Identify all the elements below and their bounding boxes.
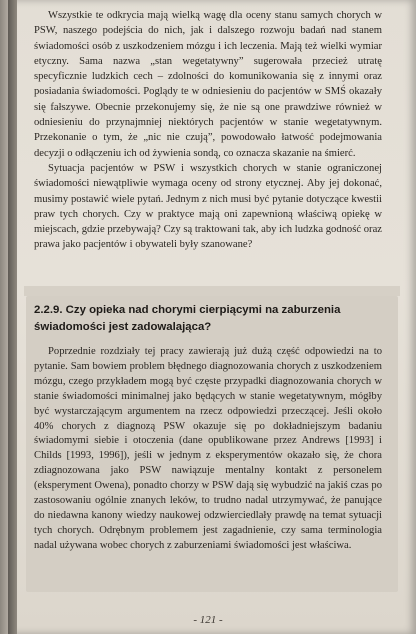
section-heading: 2.2.9. Czy opieka nad chorymi cierpiącymi na zaburzenia świadomości jest zadowalająca? [34, 304, 341, 333]
page-gutter-edge [8, 0, 17, 634]
intro-text-block [34, 8, 382, 253]
section-body [34, 345, 382, 554]
paragraph: Sytuacja pacjentów w PSW i wszystkich chorych w stanie ograniczonej świadomości niewątpliwie wymaga oceny od strony etycznej. Aby jej dokonać, musimy postawić wiele pytań. Jednym z nich musi być pytanie dotyczące kwestii praw tych chorych. Czy w praktyce mają oni zapewnioną właściwą opiekę w miejscach, gdzie przebywają? Czy są traktowani tak, aby ich ludzka godność oraz prawa jako pacjentów i obywateli były szanowane? [34, 162, 382, 251]
paragraph: Poprzednie rozdziały tej pracy zawierają już dużą część odpowiedzi na to pytanie. Sam bowiem problem błędnego diagnozowania chorych z uszkodzeniem mózgu, czego przykładem mogą być częste przypadki diagnozowania chorych w stanie świadomości minimalnej jako będących w stanie wegetatywnym, mógłby być wystarczającym argumentem na rzecz odpowiedzi przeczącej. Jeśli około 40% chorych z diagnozą PSW okazuje się po dokładniejszym badaniu świadomymi siebie i otoczenia (dane opublikowane przez Andrews [1993] i Childs [1993, 1996]), jeśli w jednym z eksperymentów okazało się, że chora zdiagnozowana jako PSW nawiązuje mentalny kontakt z personelem (eksperyment Owena), ponadto chorzy w PSW dają się wybudzić na jakiś czas po zastosowaniu ogólnie znanych leków, to trudno nadal utrzymywać, że panujące do niedawna kanony wiedzy naukowej odzwierciedlały prawdę na temat sytuacji tych chorych. Odrębnym problemem jest zagadnienie, czy sama terminologia nadal używana wobec chorych z zaburzeniami świadomości jest właściwa. [34, 346, 382, 551]
paragraph: Wszystkie te odkrycia mają wielką wagę dla oceny stanu samych chorych w PSW, naszego podejścia do nich, jak i dalszego rozwoju badań nad stanem świadomości osób z uszkodzeniem mózgu i ich leczenia. Mają też wielki wymiar etyczny. Sama nazwa „stan wegetatywny” sugerowała przecież utratę specyficznie ludzkich cech – zdolności do komunikowania się z innymi oraz posiadania świadomości. Poglądy te w odniesieniu do pacjentów w SMŚ okazały się fałszywe. Obecnie przekonujemy się, że nie są one prawdziwe również w odniesieniu do przynajmniej niektórych pacjentów w stanie wegetatywnym. Przekonanie o tym, że „nic nie czują”, powodowało łatwość podejmowania decyzji o odłączeniu ich od żywienia sondą, co oznacza skazanie na śmierć. [34, 10, 382, 159]
section-divider [24, 286, 400, 296]
page-number: - 121 - [193, 614, 223, 626]
